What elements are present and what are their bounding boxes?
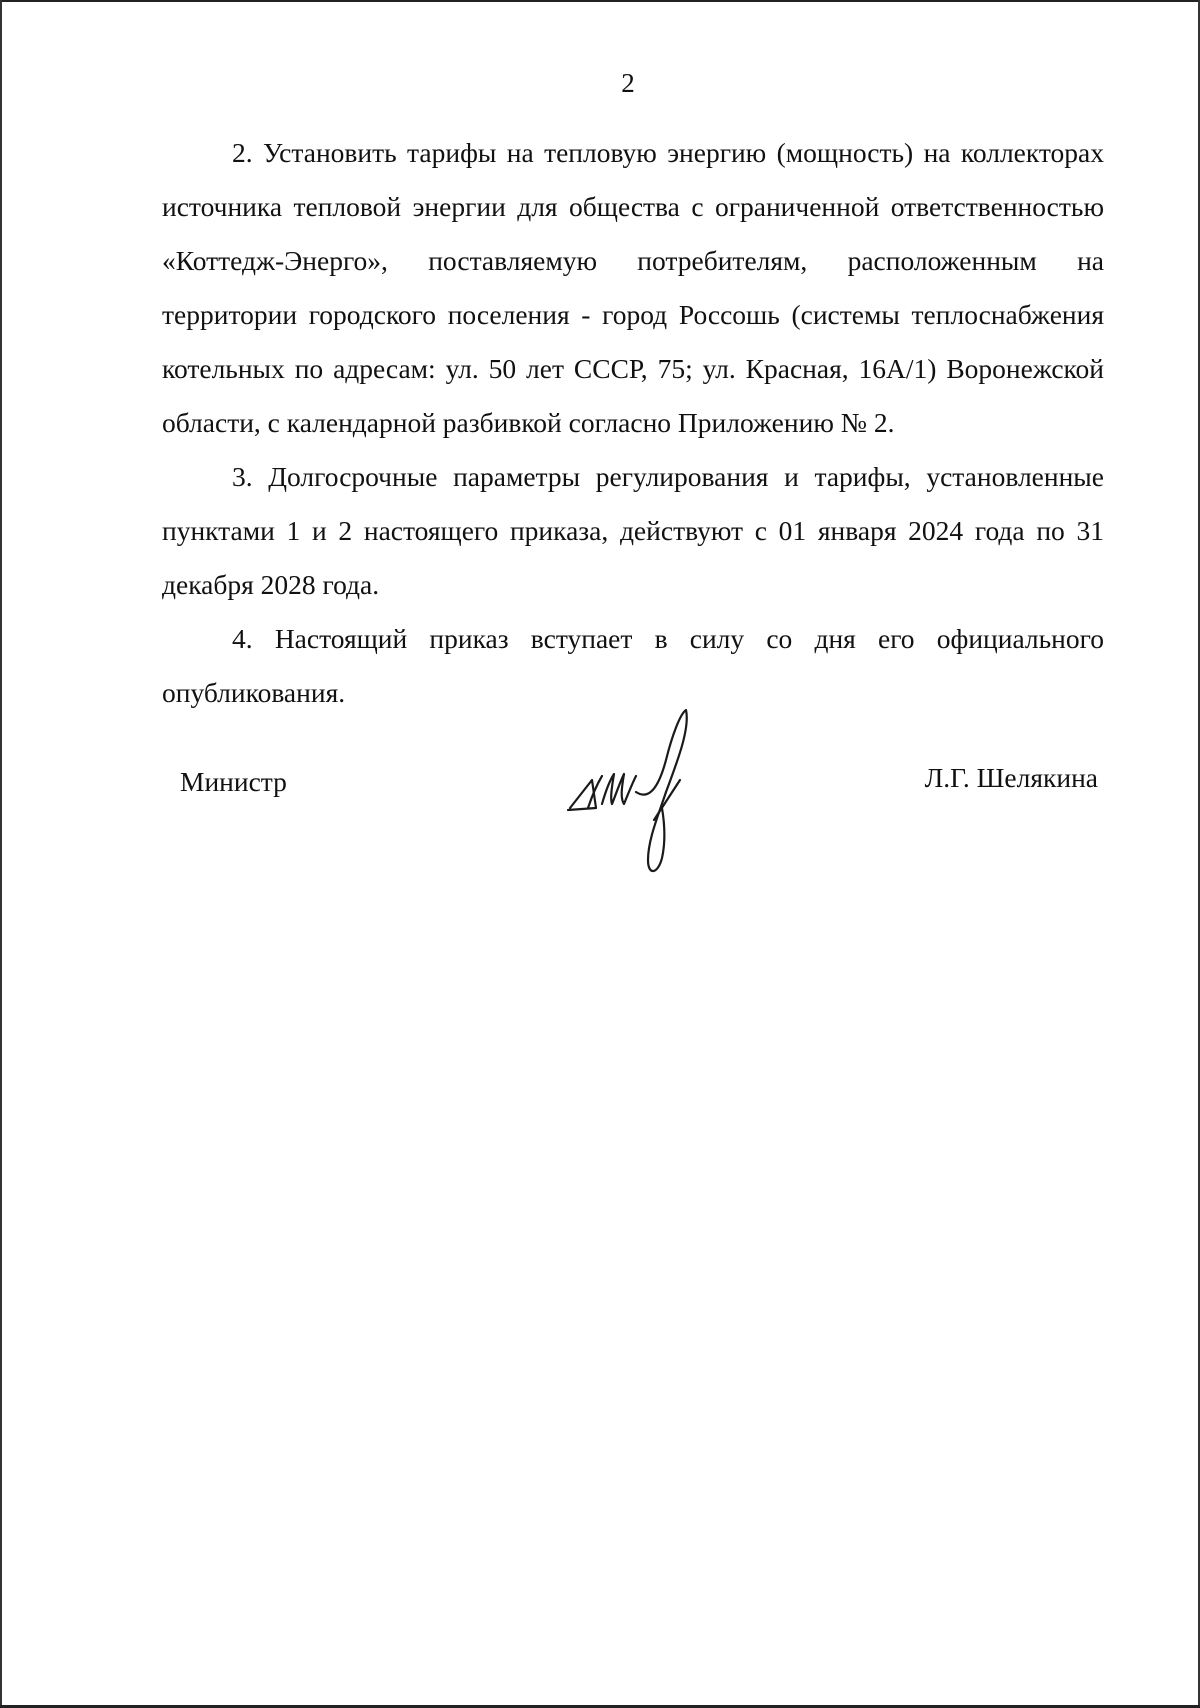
signer-name: Л.Г. Шелякина bbox=[924, 762, 1098, 793]
paragraph-item-4: 4. Настоящий приказ вступает в силу со дня его официального опубликования. bbox=[162, 623, 1104, 708]
scan-edge-top bbox=[0, 0, 1200, 2]
signature-block bbox=[162, 700, 1104, 880]
handwritten-signature-icon bbox=[562, 700, 712, 880]
paragraph-item-3: 3. Долгосрочные параметры регулирования и тарифы, установленные пунктами 1 и 2 настоящего приказа, действуют с 01 января 2024 года по 31 декабря 2028 года. bbox=[162, 461, 1104, 600]
paragraph-item-2: 2. Установить тарифы на тепловую энергию (мощность) на коллекторах источника тепловой энергии для общества с ограниченной ответственностью «Коттедж-Энерго», поставляемую потребителям, расположенным на территории городского поселения - город Россошь (системы теплоснабжения котельных по адресам: ул. 50 лет СССР, 75; ул. Красная, 16А/1) Воронежской области, с календарной разбивкой согласно Приложению № 2. bbox=[162, 137, 1104, 438]
scan-edge-left bbox=[0, 0, 2, 1708]
document-body bbox=[162, 126, 1104, 720]
signer-title: Министр bbox=[180, 766, 287, 797]
page-number: 2 bbox=[621, 68, 635, 98]
